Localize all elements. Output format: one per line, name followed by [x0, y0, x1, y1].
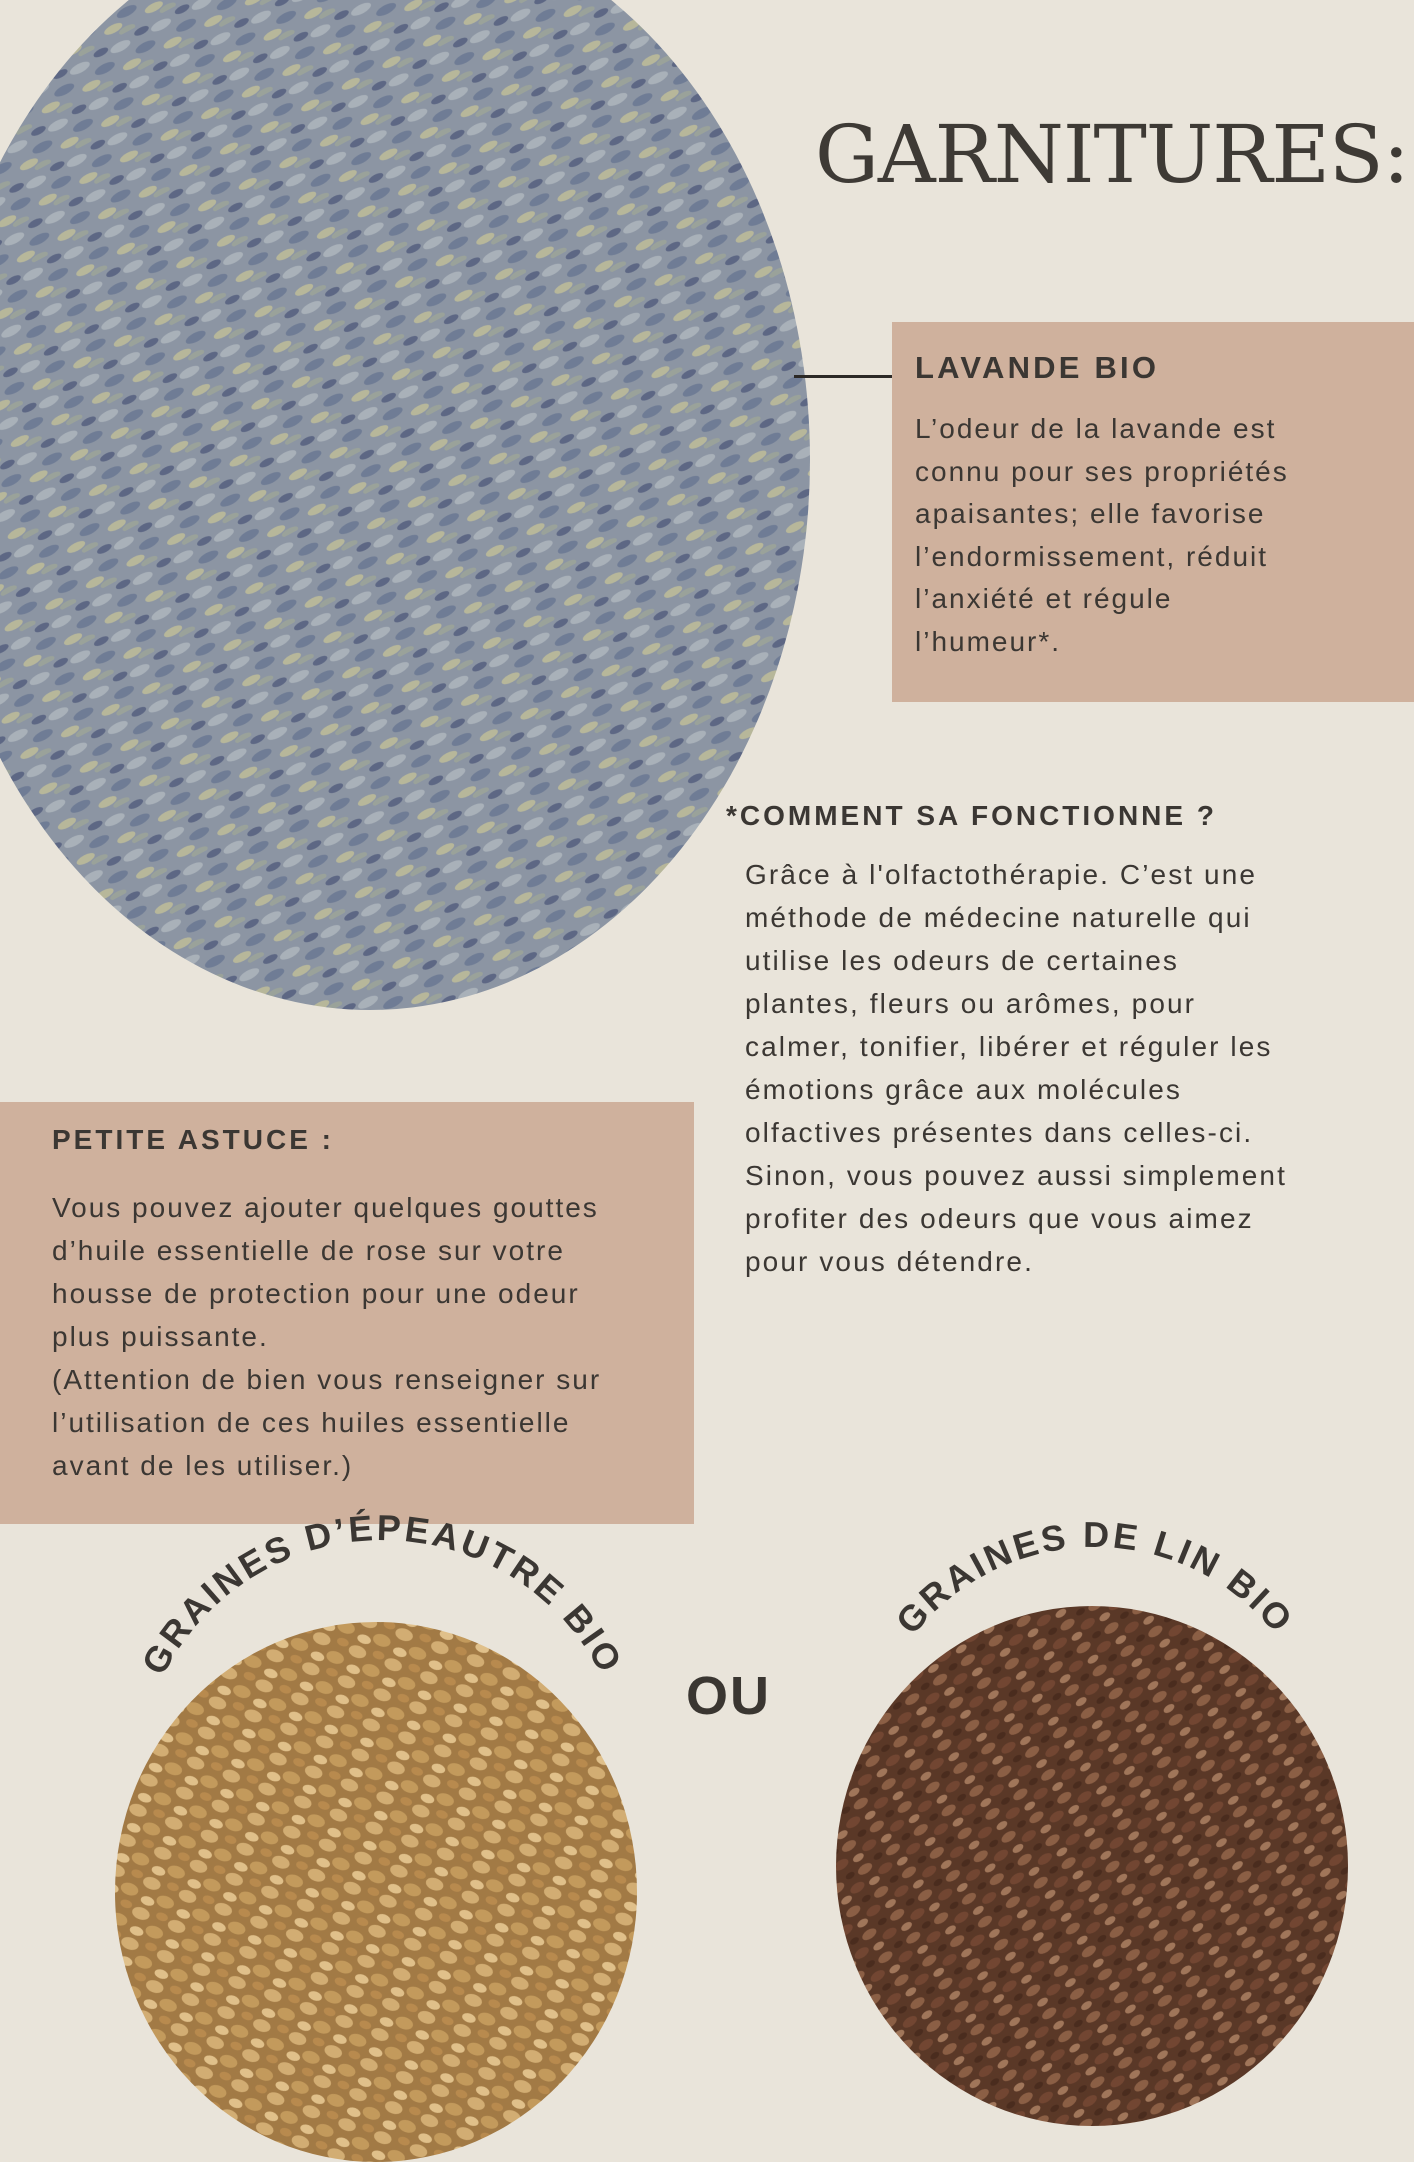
page-title: GARNITURES:: [815, 108, 1409, 201]
spelt-label-arc: [100, 1506, 660, 1780]
lavender-description: L’odeur de la lavande est connu pour ses propriétés apaisantes; elle favorise l’endormissement, réduit l’anxiété et régule l’humeur*.: [915, 413, 1289, 657]
connector-line: [794, 375, 892, 378]
lavender-heading: LAVANDE BIO: [915, 350, 1160, 385]
how-it-works-text: Grâce à l'olfactothérapie. C’est une méthode de médecine naturelle qui utilise les odeurs de certaines plantes, fleurs ou arômes, pour calmer, tonifier, libérer et réguler les émotions grâce aux molécules olfactives présentes dans celles-ci. Sinon, vous pouvez aussi simplement profiter des odeurs que vous aimez pour vous détendre.: [745, 859, 1287, 1277]
flax-label: GRAINES DE LIN BIO: [887, 1513, 1303, 1642]
spelt-label: GRAINES D’ÉPEAUTRE BIO: [133, 1506, 632, 1682]
tip-heading: PETITE ASTUCE :: [52, 1124, 334, 1155]
tip-box: [0, 1102, 694, 1524]
or-separator: OU: [686, 1666, 771, 1726]
lavender-photo: [0, 0, 810, 1010]
flax-label-arc: [860, 1513, 1320, 1750]
lavender-info-box: [892, 322, 1414, 702]
tip-text: Vous pouvez ajouter quelques gouttes d’huile essentielle de rose sur votre housse de protection pour une odeur plus puissante. (Attention de bien vous renseigner sur l’utilisation de ces huiles essentielle avant de les utiliser.): [52, 1192, 602, 1481]
how-it-works-heading: *COMMENT SA FONCTIONNE ?: [726, 800, 1217, 831]
